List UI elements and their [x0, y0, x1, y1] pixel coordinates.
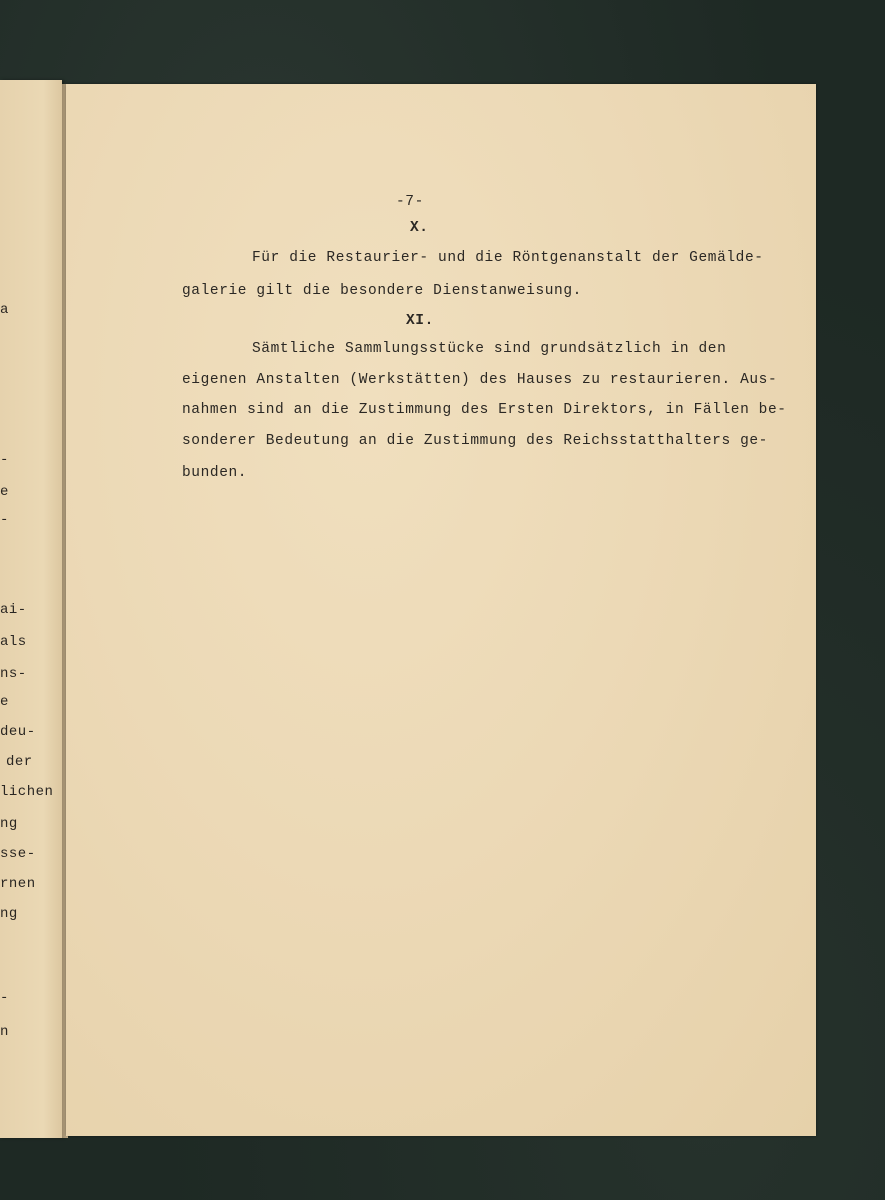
section-x-heading: X.: [410, 220, 429, 236]
left-page-fragment: -: [0, 990, 9, 1006]
section-xi-line: eigenen Anstalten (Werkstätten) des Hauses zu restaurieren. Aus-: [182, 372, 778, 388]
document-page: [66, 84, 816, 1136]
section-xi-line: sonderer Bedeutung an die Zustimmung des Reichsstatthalters ge-: [182, 433, 768, 449]
left-page-fragment: ng: [0, 906, 18, 922]
left-page-fragment: rnen: [0, 876, 36, 892]
page-number: -7-: [396, 194, 424, 210]
left-page-fragment: lichen: [0, 784, 54, 800]
left-page-fragment: e: [0, 484, 9, 500]
section-xi-heading: XI.: [406, 313, 434, 329]
section-x-line: galerie gilt die besondere Dienstanweisung.: [182, 283, 582, 299]
left-page-fragment: n: [0, 1024, 9, 1040]
left-page-fragment: -: [0, 512, 9, 528]
left-page-fragment: -: [0, 452, 9, 468]
left-page-fragment: ng: [0, 816, 18, 832]
section-x-line: Für die Restaurier- und die Röntgenanstalt der Gemälde-: [252, 250, 764, 266]
left-page-fragment: ai-: [0, 602, 27, 618]
section-xi-line: Sämtliche Sammlungsstücke sind grundsätzlich in den: [252, 341, 727, 357]
section-xi-line: nahmen sind an die Zustimmung des Ersten Direktors, in Fällen be-: [182, 402, 787, 418]
section-xi-line: bunden.: [182, 465, 248, 481]
left-page-fragment: als: [0, 634, 27, 650]
left-page-fragment: a: [0, 302, 9, 318]
left-page-fragment: ns-: [0, 666, 27, 682]
left-page-fragment: e: [0, 694, 9, 710]
left-page-fragment: der: [6, 754, 33, 770]
left-page-fragment: deu-: [0, 724, 36, 740]
left-page-fragment: sse-: [0, 846, 36, 862]
left-facing-page: [0, 80, 62, 1138]
